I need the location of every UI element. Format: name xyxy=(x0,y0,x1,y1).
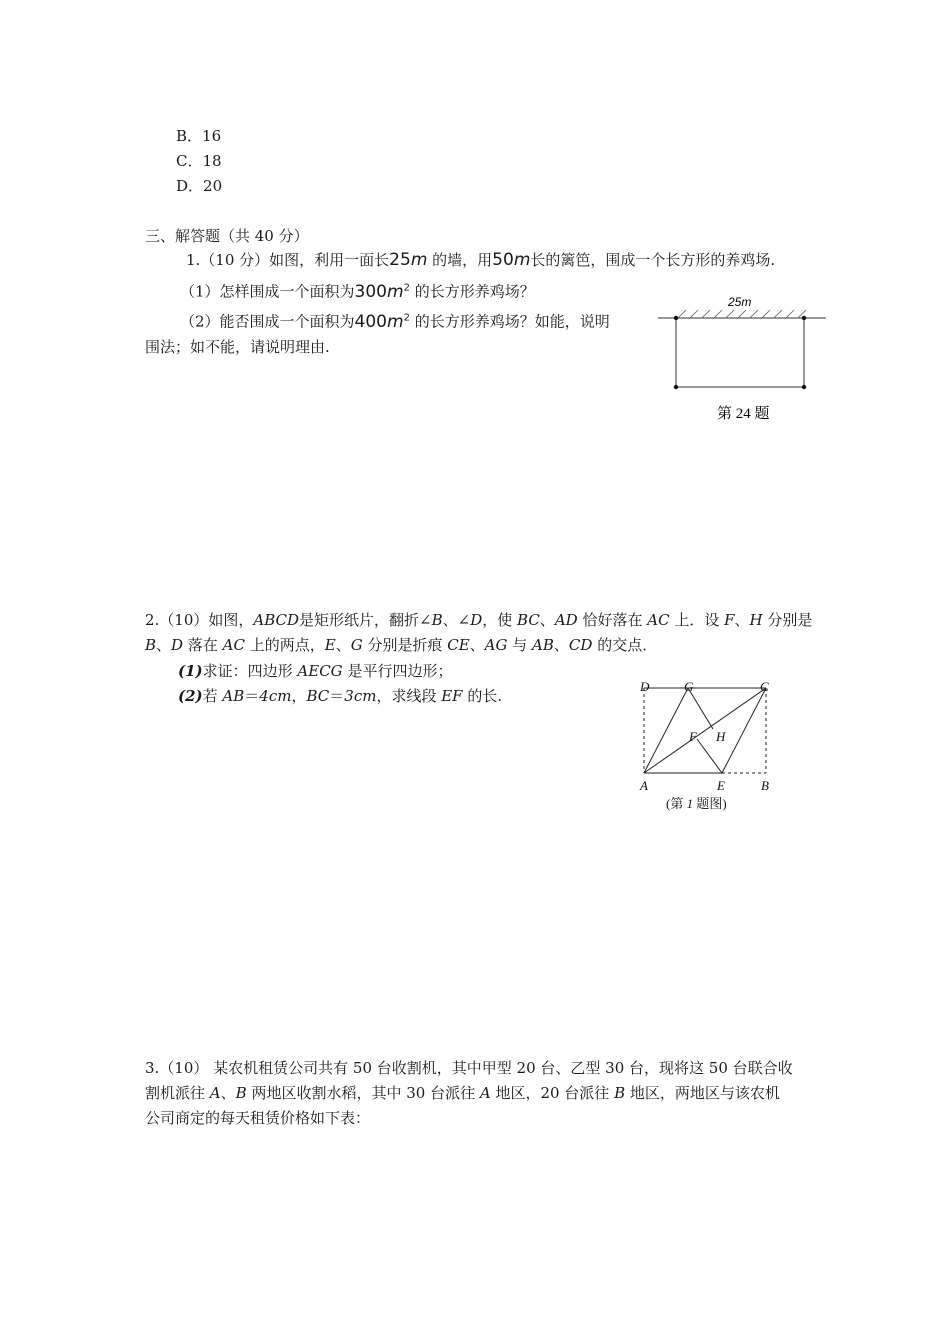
q2-part2: (2)若 AB＝4cm，BC＝3cm，求线段 EF 的长. xyxy=(178,687,503,705)
q1-part2: （2）能否围成一个面积为$400m^2$ 的长方形养鸡场？如能，说明 xyxy=(180,311,610,332)
label-e: E xyxy=(717,778,725,793)
label-a: A xyxy=(640,778,648,793)
wall-label: 25m xyxy=(728,295,752,309)
figure-caption: 第 24 题 xyxy=(717,406,770,422)
option-d: D．20 xyxy=(176,177,223,195)
option-b: B．16 xyxy=(176,127,222,145)
q3-line3: 公司商定的每天租赁价格如下表： xyxy=(145,1109,371,1127)
area-300: $300m^2$ xyxy=(354,281,410,302)
q2-part1: (1)求证：四边形 AECG 是平行四边形； xyxy=(178,662,453,680)
q1-part1: （1）怎样围成一个面积为$300m^2$ 的长方形养鸡场？ xyxy=(180,281,535,302)
q1-line1: 1.（10 分）如图，利用一面长25m 的墙，用50m长的篱笆，围成一个长方形的养鸡场. xyxy=(186,250,776,270)
label-g: G xyxy=(684,679,694,694)
q2-figure xyxy=(630,675,790,820)
section-title: 三、解答题（共 40 分） xyxy=(145,227,309,245)
wall-length: 25m xyxy=(389,250,428,270)
option-c: C．18 xyxy=(176,152,222,170)
diagonal-ac xyxy=(644,688,766,773)
fold-ag xyxy=(644,688,688,773)
label-d: D xyxy=(640,679,650,694)
figure-caption: (第 1 题图) xyxy=(666,796,727,811)
label-b: B xyxy=(761,778,769,793)
q3-line2: 割机派往 A、B 两地区收割水稻，其中 30 台派往 A 地区，20 台派往 B 地区，两地区与该农机 xyxy=(145,1084,780,1102)
q2-line2: B、D 落在 AC 上的两点，E、G 分别是折痕 CE、AG 与 AB、CD 的交点． xyxy=(145,636,658,654)
label-f: F xyxy=(689,729,697,744)
segment-gf xyxy=(688,688,713,729)
label-h: H xyxy=(716,729,726,744)
corner-dot xyxy=(674,316,678,320)
corner-dot xyxy=(802,316,806,320)
area-400: $400m^2$ xyxy=(354,311,410,332)
q2-line1: 2.（10）如图，ABCD是矩形纸片，翻折∠B、∠D，使 BC、AD 恰好落在 AC 上．设 F、H 分别是 xyxy=(145,611,813,629)
q3-line1: 3.（10） 某农机租赁公司共有 50 台收割机，其中甲型 20 台、乙型 30 台，现将这 50 台联合收 xyxy=(145,1059,793,1077)
corner-dot xyxy=(674,385,678,389)
fence-rectangle xyxy=(676,318,804,387)
wall-hatching xyxy=(678,310,806,318)
q1-part2-line2: 围法；如不能，请说明理由. xyxy=(145,338,330,356)
segment-eh xyxy=(697,739,722,773)
fold-ce xyxy=(722,688,766,773)
corner-dot xyxy=(802,385,806,389)
q1-figure xyxy=(650,290,830,425)
label-c: C xyxy=(760,679,769,694)
fence-length: 50m xyxy=(492,250,531,270)
